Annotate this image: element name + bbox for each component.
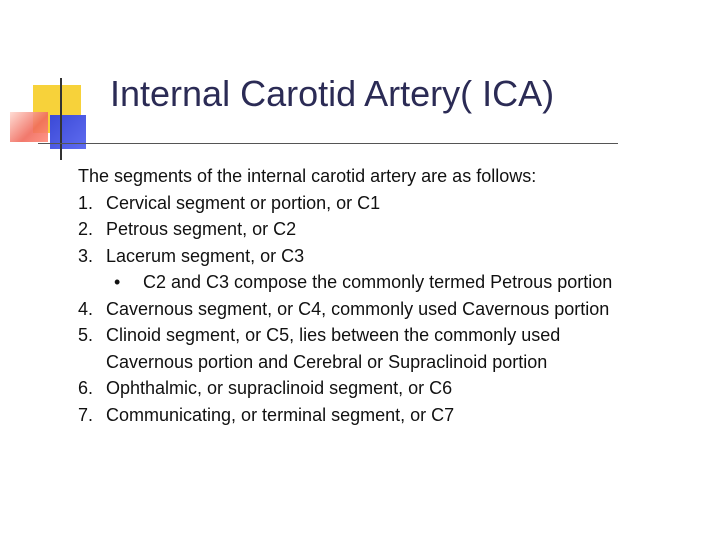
list-item (78, 243, 698, 270)
list-item (78, 402, 698, 429)
slide-body (78, 163, 698, 428)
list-text: Ophthalmic, or supraclinoid segment, or C6 (106, 378, 453, 398)
list-text: Lacerum segment, or C3 (106, 245, 305, 266)
list-number: 5. (78, 325, 94, 345)
slide-title: Internal Carotid Artery( ICA) (110, 73, 555, 114)
list-number: 2. (78, 219, 94, 239)
list-item-continuation: Cavernous portion and Cerebral or Supraclinoid portion (106, 351, 548, 372)
decor-red-square (10, 112, 48, 142)
list-item (78, 322, 698, 349)
list-number: 4. (78, 298, 94, 319)
bullet-icon: • (114, 272, 121, 292)
intro-text: The segments of the internal carotid artery are as follows: (78, 166, 537, 186)
list-number: 3. (78, 245, 94, 266)
decor-vertical-line (60, 78, 62, 160)
list-text: Petrous segment, or C2 (106, 219, 297, 239)
sub-bullet-text: C2 and C3 compose the commonly termed Petrous portion (143, 272, 613, 292)
list-item (78, 216, 698, 243)
list-text: Cervical segment or portion, or C1 (106, 192, 381, 213)
list-item (78, 375, 698, 402)
list-number: 7. (78, 404, 94, 425)
decor-horizontal-line (38, 143, 618, 144)
list-item (78, 190, 698, 217)
list-text: Communicating, or terminal segment, or C7 (106, 404, 455, 425)
list-number: 6. (78, 378, 94, 398)
list-item (78, 296, 698, 323)
list-text: Clinoid segment, or C5, lies between the commonly used (106, 325, 561, 345)
sub-bullet-item (78, 269, 698, 296)
list-number: 1. (78, 192, 94, 213)
list-text: Cavernous segment, or C4, commonly used Cavernous portion (106, 298, 610, 319)
